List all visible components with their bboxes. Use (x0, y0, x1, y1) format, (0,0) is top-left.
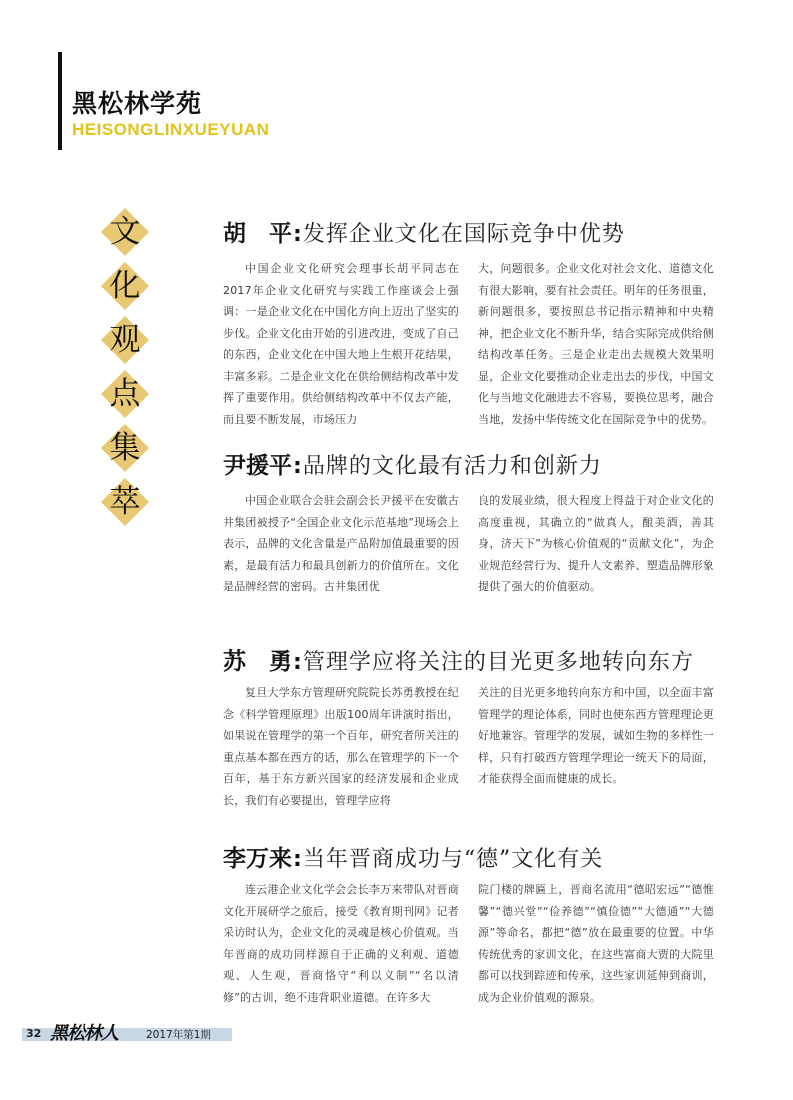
article-headline: 品牌的文化最有活力和创新力 (302, 454, 602, 479)
article-text-right: 良的发展业绩，很大程度上得益于对企业文化的高度重视，其确立的“做真人，酿美酒，善其身，济天下”为核心价值观的“贡献文化”，为企业规范经营行为、提升人文素养、塑造品牌形象提供了强大的价值驱动。 (478, 494, 714, 593)
article-title (223, 840, 603, 873)
article-title (223, 447, 602, 480)
page-number: 32 (26, 1027, 42, 1040)
article-text-left: 连云港企业文化学会会长李万来带队对晋商文化开展研学之旅后，接受《教育期刊网》记者采访时认为，企业文化的灵魂是核心价值观。当年晋商的成功同样源自于正确的义利观、道德观、人生观，晋商恪守“利以义制”“名以清修”的古训，绝不违背职业道德。在许多大 (223, 883, 459, 1004)
article-title (223, 643, 694, 676)
column-accent-bar (58, 52, 62, 150)
section-vertical-title (100, 205, 150, 529)
speaker-name: 李万来 (223, 846, 292, 872)
vertical-title-char: 观 (100, 313, 150, 367)
vertical-title-char: 萃 (100, 475, 150, 529)
article-headline: 发挥企业文化在国际竞争中优势 (302, 222, 625, 247)
magazine-logo: 黑松林人 (50, 1023, 118, 1044)
article-text-left: 复旦大学东方管理研究院院长苏勇教授在纪念《科学管理原理》出版100周年讲演时指出，如果说在管理学的第一个百年，研究者所关注的重点基本都在西方的话，那么在管理学的下一个百年，基于东方新兴国家的经济发展和企业成长，我们有必要提出，管理学应将 (223, 686, 459, 807)
article-text-right: 大，问题很多。企业文化对社会文化、道德文化有很大影响，要有社会责任。明年的任务很重，新问题很多，要按照总书记指示精神和中央精神，把企业文化不断升华，结合实际完成供给侧结构改革任务。三是企业走出去规模大效果明显，企业文化要推动企业走出去的步伐，中国文化与当地文化融进去不容易，要换位思考，融合当地，发扬中华传统文化在国际竞争中的优势。 (478, 262, 714, 426)
article-headline: 管理学应将关注的目光更多地转向东方 (302, 650, 694, 675)
article-title (223, 215, 625, 248)
column-subtitle: HEISONGLINXUEYUAN (72, 120, 270, 139)
article-text-right: 关注的目光更多地转向东方和中国，以全面丰富管理学的理论体系，同时也使东西方管理理论更好地兼容。管理学的发展，诚如生物的多样性一样，只有打破西方管理学理论一统天下的局面，才能获得全面而健康的成长。 (478, 686, 714, 785)
article-headline: 当年晋商成功与“德”文化有关 (302, 847, 604, 872)
speaker-name: 胡 平 (223, 221, 292, 247)
speaker-name: 尹援平 (223, 453, 292, 479)
vertical-title-char: 集 (100, 421, 150, 475)
title-separator: : (293, 650, 302, 675)
vertical-title-char: 文 (100, 205, 150, 259)
issue-label: 2017年第1期 (146, 1029, 211, 1041)
speaker-name: 苏 勇 (223, 649, 292, 675)
title-separator: : (293, 454, 302, 479)
title-separator: : (293, 847, 302, 872)
vertical-title-char: 化 (100, 259, 150, 313)
article-text-right: 院门楼的牌匾上，晋商名流用“德昭宏远”“德惟馨”“德兴堂”“俭养德”“慎俭德”“大德通”“大德源”等命名，都把“德”放在最重要的位置。中华传统优秀的家训文化，在这些富商大贾的大院里都可以找到踪迹和传承，这些家训延伸到商训，成为企业价值观的源泉。 (478, 883, 714, 1004)
article-text-left: 中国企业联合会驻会副会长尹援平在安徽古井集团被授予“全国企业文化示范基地”现场会上表示，品牌的文化含量是产品附加值最重要的因素，是最有活力和最具创新力的价值所在。文化是品牌经营的密码。古井集团优 (223, 494, 459, 593)
title-separator: : (293, 222, 302, 247)
column-title: 黑松林学苑 (72, 89, 203, 118)
article-text-left: 中国企业文化研究会理事长胡平同志在2017年企业文化研究与实践工作座谈会上强调：一是企业文化在中国化方向上迈出了坚实的步伐。企业文化由开始的引进改进，变成了自己的东西，企业文化在中国大地上生根开花结果，丰富多彩。二是企业文化在供给侧结构改革中发挥了重要作用。供给侧结构改革中不仅去产能，而且要不断发展，市场压力 (223, 262, 459, 426)
vertical-title-char: 点 (100, 367, 150, 421)
